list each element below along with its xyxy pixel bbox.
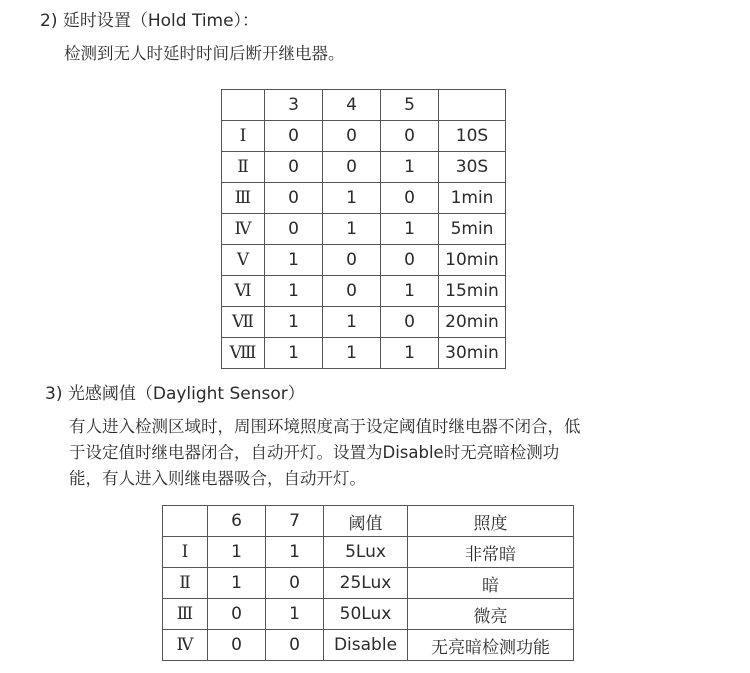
table-cell: 0 <box>323 121 381 152</box>
table-cell: 0 <box>381 245 439 276</box>
table-row <box>222 276 506 307</box>
table-cell: 1 <box>265 307 323 338</box>
table-cell: 0 <box>381 121 439 152</box>
table-cell: 10S <box>439 121 506 152</box>
row-label-cell: Ⅰ <box>163 537 208 568</box>
table-cell: 10min <box>439 245 506 276</box>
table-row <box>222 121 506 152</box>
table-cell: 0 <box>265 121 323 152</box>
table-cell: 0 <box>265 183 323 214</box>
table-cell: 1 <box>323 338 381 369</box>
table-cell: 1 <box>265 276 323 307</box>
table-cell: 1 <box>381 152 439 183</box>
table-cell: 1 <box>323 183 381 214</box>
table-cell: 0 <box>266 630 324 661</box>
table-cell: 1 <box>266 537 324 568</box>
table-cell: 50Lux <box>324 599 408 630</box>
table-cell: 0 <box>265 214 323 245</box>
table-row <box>222 245 506 276</box>
table-row <box>222 214 506 245</box>
daylight-sensor-table <box>162 505 574 661</box>
table-cell: 15min <box>439 276 506 307</box>
table-row <box>163 537 574 568</box>
row-label-cell: Ⅲ <box>163 599 208 630</box>
header-cell: 3 <box>265 90 323 121</box>
row-label-cell: Ⅱ <box>222 152 265 183</box>
row-label-cell: Ⅳ <box>163 630 208 661</box>
hold-time-table <box>221 89 506 369</box>
table-cell: 0 <box>381 183 439 214</box>
table-cell: 1 <box>208 568 266 599</box>
table-row <box>163 599 574 630</box>
table-cell: 1 <box>265 338 323 369</box>
table-cell: 1 <box>381 338 439 369</box>
header-cell <box>222 90 265 121</box>
header-cell: 4 <box>323 90 381 121</box>
row-label-cell: Ⅷ <box>222 338 265 369</box>
table-row <box>163 630 574 661</box>
header-cell: 7 <box>266 506 324 537</box>
header-cell: 照度 <box>408 506 574 537</box>
daylight-sensor-description-line-2: 于设定值时继电器闭合，自动开灯。设置为Disable时无亮暗检测功 <box>69 443 560 462</box>
table-row <box>163 568 574 599</box>
table-cell: 5Lux <box>324 537 408 568</box>
table-cell: 1 <box>323 214 381 245</box>
table-cell: 30min <box>439 338 506 369</box>
row-label-cell: Ⅳ <box>222 214 265 245</box>
daylight-sensor-heading: 3) 光感阈值（Daylight Sensor） <box>45 384 305 404</box>
row-label-cell: Ⅶ <box>222 307 265 338</box>
table-header-row <box>163 506 574 537</box>
table-cell: 25Lux <box>324 568 408 599</box>
table-cell: 1 <box>381 214 439 245</box>
table-cell: 微亮 <box>408 599 574 630</box>
table-cell: 5min <box>439 214 506 245</box>
header-cell: 6 <box>208 506 266 537</box>
table-cell: 1 <box>381 276 439 307</box>
daylight-sensor-description-line-1: 有人进入检测区域时，周围环境照度高于设定阈值时继电器不闭合，低 <box>69 417 581 436</box>
header-cell <box>439 90 506 121</box>
header-cell: 5 <box>381 90 439 121</box>
table-cell: 0 <box>265 152 323 183</box>
row-label-cell: Ⅲ <box>222 183 265 214</box>
row-label-cell: Ⅰ <box>222 121 265 152</box>
hold-time-heading: 2) 延时设置（Hold Time）： <box>40 11 260 31</box>
table-cell: 0 <box>266 568 324 599</box>
table-row <box>222 183 506 214</box>
table-header-row <box>222 90 506 121</box>
table-cell: 0 <box>323 245 381 276</box>
daylight-sensor-description-line-3: 能，有人进入则继电器吸合，自动开灯。 <box>69 469 366 488</box>
table-cell: 0 <box>323 276 381 307</box>
table-cell: 30S <box>439 152 506 183</box>
table-row <box>222 307 506 338</box>
table-row <box>222 338 506 369</box>
table-cell: 非常暗 <box>408 537 574 568</box>
table-cell: 0 <box>208 630 266 661</box>
table-cell: 1 <box>266 599 324 630</box>
hold-time-description: 检测到无人时延时时间后断开继电器。 <box>64 44 345 63</box>
table-cell: Disable <box>324 630 408 661</box>
table-cell: 1 <box>208 537 266 568</box>
table-cell: 1 <box>323 307 381 338</box>
table-cell: 0 <box>208 599 266 630</box>
row-label-cell: Ⅴ <box>222 245 265 276</box>
header-cell: 阈值 <box>324 506 408 537</box>
header-cell <box>163 506 208 537</box>
row-label-cell: Ⅵ <box>222 276 265 307</box>
table-cell: 20min <box>439 307 506 338</box>
table-row <box>222 152 506 183</box>
table-cell: 无亮暗检测功能 <box>408 630 574 661</box>
table-cell: 0 <box>381 307 439 338</box>
row-label-cell: Ⅱ <box>163 568 208 599</box>
table-cell: 暗 <box>408 568 574 599</box>
table-cell: 1min <box>439 183 506 214</box>
table-cell: 0 <box>323 152 381 183</box>
table-cell: 1 <box>265 245 323 276</box>
